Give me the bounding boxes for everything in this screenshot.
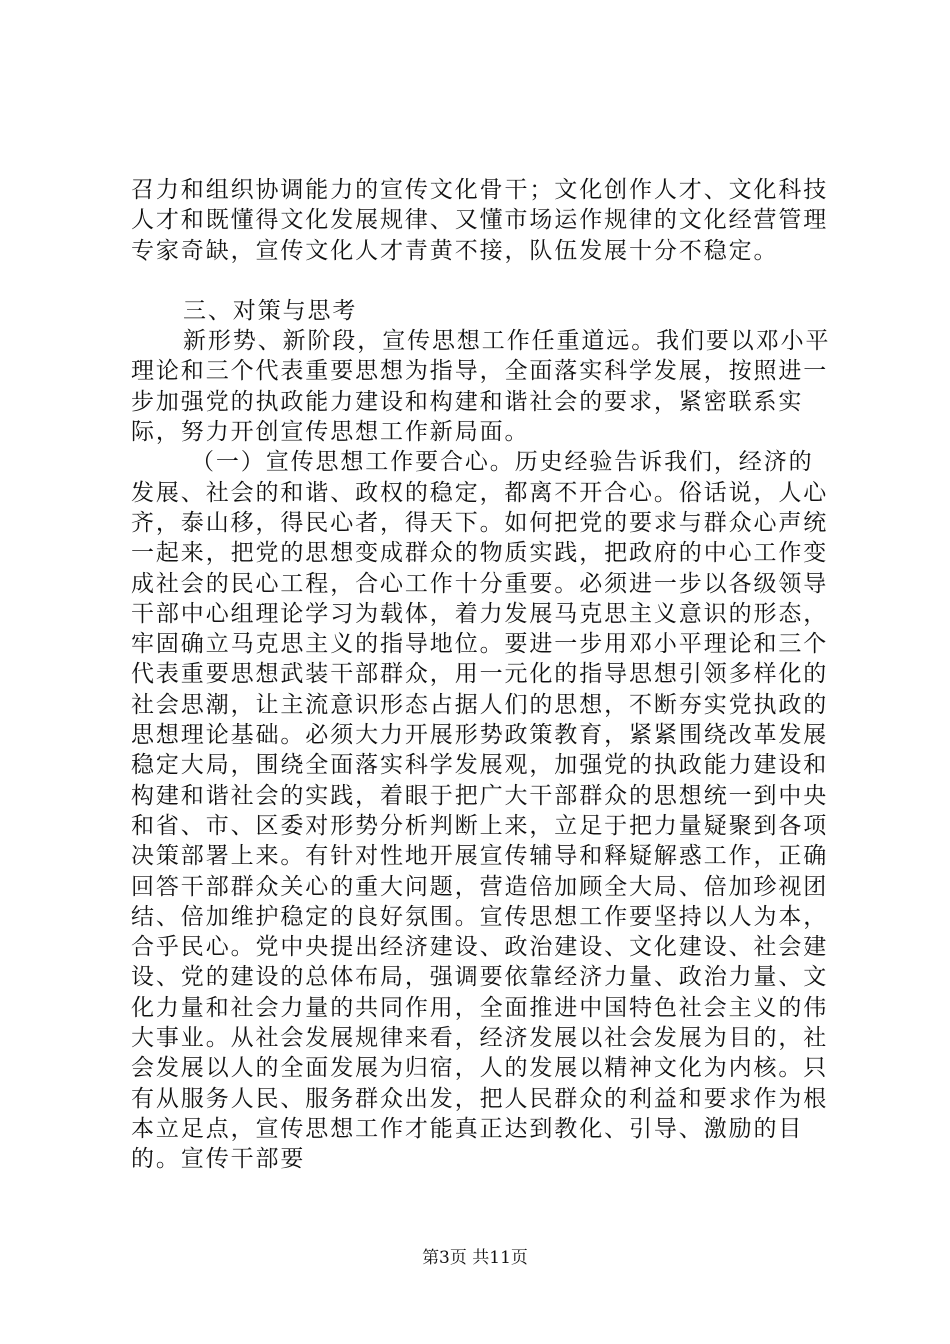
paragraph-section-one: （一）宣传思想工作要合心。历史经验告诉我们，经济的发展、社会的和谐、政权的稳定，都离不开合心。俗话说，人心齐，泰山移，得民心者，得天下。如何把党的要求与群众心声统一起来，把党的思想变成群众的物质实践，把政府的中心工作变成社会的民心工程，合心工作十分重要。必须进一步以各级领导干部中心组理论学习为载体，着力发展马克思主义意识的形态，牢固确立马克思主义的指导地位。要进一步用邓小平理论和三个代表重要思想武装干部群众，用一元化的指导思想引领多样化的社会思潮，让主流意识形态占据人们的思想，不断夯实党执政的思想理论基础。必须大力开展形势政策教育，紧紧围绕改革发展稳定大局，围绕全面落实科学发展观，加强党的执政能力建设和构建和谐社会的实践，着眼于把广大干部群众的思想统一到中央和省、市、区委对形势分析判断上来，立足于把力量疑聚到各项决策部署上来。有针对性地开展宣传辅导和释疑解惑工作，正确回答干部群众关心的重大问题，营造倍加顾全大局、倍加珍视团结、倍加维护稳定的良好氛围。宣传思想工作要坚持以人为本，合乎民心。党中央提出经济建设、政治建设、文化建设、社会建设、党的建设的总体布局，强调要依靠经济力量、政治力量、文化力量和社会力量的共同作用，全面推进中国特色社会主义的伟大事业。从社会发展规律来看，经济发展以社会发展为目的，社会发展以人的全面发展为归宿，人的发展以精神文化为内核。只有从服务人民、服务群众出发，把人民群众的利益和要求作为根本立足点，宣传思想工作才能真正达到教化、引导、激励的目的。宣传干部要 [131, 449, 829, 1173]
section-heading: 三、对策与思考 [183, 297, 358, 324]
paragraph-continuation: 召力和组织协调能力的宣传文化骨干；文化创作人才、文化科技人才和既懂得文化发展规律、又懂市场运作规律的文化经营管理专家奇缺，宣传文化人才青黄不接，队伍发展十分不稳定。 [131, 177, 829, 264]
document-body [131, 175, 831, 1175]
page-footer: 第3页 共11页 [422, 1248, 528, 1268]
paragraph-intro: 新形势、新阶段，宣传思想工作任重道远。我们要以邓小平理论和三个代表重要思想为指导，全面落实科学发展，按照进一步加强党的执政能力建设和构建和谐社会的要求，紧密联系实际，努力开创宣传思想工作新局面。 [131, 328, 831, 446]
